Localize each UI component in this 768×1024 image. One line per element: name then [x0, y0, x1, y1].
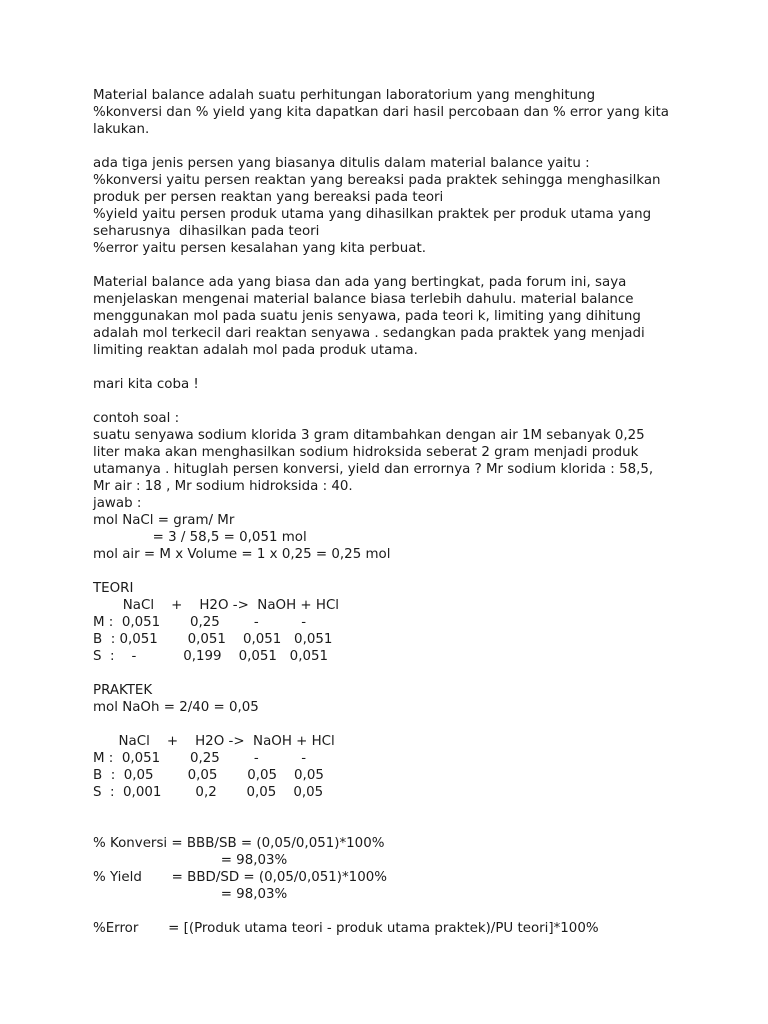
spacer: [93, 257, 733, 274]
explanation-line: adalah mol terkecil dari reaktan senyawa . sedangkan pada praktek yang menjadi: [93, 326, 645, 341]
spacer: [93, 818, 733, 835]
spacer: [93, 393, 733, 410]
explanation-line: menggunakan mol pada suatu jenis senyawa, pada teori k, limiting yang dihitung: [93, 309, 641, 324]
theory-line: M : 0,051 0,25 - -: [93, 615, 307, 630]
practice-table-line: B : 0,05 0,05 0,05 0,05: [93, 768, 324, 783]
spacer: [93, 563, 733, 580]
practice-table-line: M : 0,051 0,25 - -: [93, 751, 307, 766]
document-page: [93, 87, 733, 937]
result-line: % Konversi = BBB/SB = (0,05/0,051)*100%: [93, 836, 385, 851]
result-line: % Yield = BBD/SD = (0,05/0,051)*100%: [93, 870, 387, 885]
types-line: %error yaitu persen kesalahan yang kita perbuat.: [93, 241, 427, 256]
problem-line: mol NaCl = gram/ Mr: [93, 513, 235, 528]
explanation-line: limiting reaktan adalah mol pada produk utama.: [93, 343, 418, 358]
problem-line: = 3 / 58,5 = 0,051 mol: [93, 530, 307, 545]
types-line: %konversi yaitu persen reaktan yang bereaksi pada praktek sehingga menghasilkan: [93, 173, 661, 188]
practice-table-line: S : 0,001 0,2 0,05 0,05: [93, 785, 324, 800]
practice-line: mol NaOh = 2/40 = 0,05: [93, 700, 259, 715]
types-line: ada tiga jenis persen yang biasanya ditulis dalam material balance yaitu :: [93, 156, 590, 171]
theory-line: B : 0,051 0,051 0,051 0,051: [93, 632, 333, 647]
spacer: [93, 138, 733, 155]
practice-table-line: NaCl + H2O -> NaOH + HCl: [93, 734, 335, 749]
theory-line: TEORI: [93, 581, 134, 596]
types-line: seharusnya dihasilkan pada teori: [93, 224, 320, 239]
error-formula: %Error = [(Produk utama teori - produk utama praktek)/PU teori]*100%: [93, 921, 599, 936]
spacer: [93, 716, 733, 733]
practice-line: PRAKTEK: [93, 683, 153, 698]
types-line: %yield yaitu persen produk utama yang dihasilkan praktek per produk utama yang: [93, 207, 652, 222]
explanation-line: menjelaskan mengenai material balance biasa terlebih dahulu. material balance: [93, 292, 634, 307]
problem-line: mol air = M x Volume = 1 x 0,25 = 0,25 mol: [93, 547, 391, 562]
spacer: [93, 903, 733, 920]
explanation-line: Material balance ada yang biasa dan ada yang bertingkat, pada forum ini, saya: [93, 275, 627, 290]
problem-line: utamanya . hituglah persen konversi, yield dan errornya ? Mr sodium klorida : 58,5,: [93, 462, 654, 477]
intro-line: Material balance adalah suatu perhitungan laboratorium yang menghitung: [93, 88, 596, 103]
problem-line: liter maka akan menghasilkan sodium hidroksida seberat 2 gram menjadi produk: [93, 445, 639, 460]
spacer: [93, 665, 733, 682]
intro-line: lakukan.: [93, 122, 150, 137]
result-line: = 98,03%: [93, 887, 288, 902]
result-line: = 98,03%: [93, 853, 288, 868]
problem-line: suatu senyawa sodium klorida 3 gram ditambahkan dengan air 1M sebanyak 0,25: [93, 428, 645, 443]
invite-line: mari kita coba !: [93, 377, 199, 392]
theory-line: S : - 0,199 0,051 0,051: [93, 649, 329, 664]
problem-line: Mr air : 18 , Mr sodium hidroksida : 40.: [93, 479, 353, 494]
spacer: [93, 359, 733, 376]
problem-line: jawab :: [93, 496, 142, 511]
types-line: produk per persen reaktan yang bereaksi pada teori: [93, 190, 444, 205]
intro-line: %konversi dan % yield yang kita dapatkan dari hasil percobaan dan % error yang kita: [93, 105, 669, 120]
problem-line: contoh soal :: [93, 411, 180, 426]
spacer: [93, 801, 733, 818]
theory-line: NaCl + H2O -> NaOH + HCl: [93, 598, 340, 613]
